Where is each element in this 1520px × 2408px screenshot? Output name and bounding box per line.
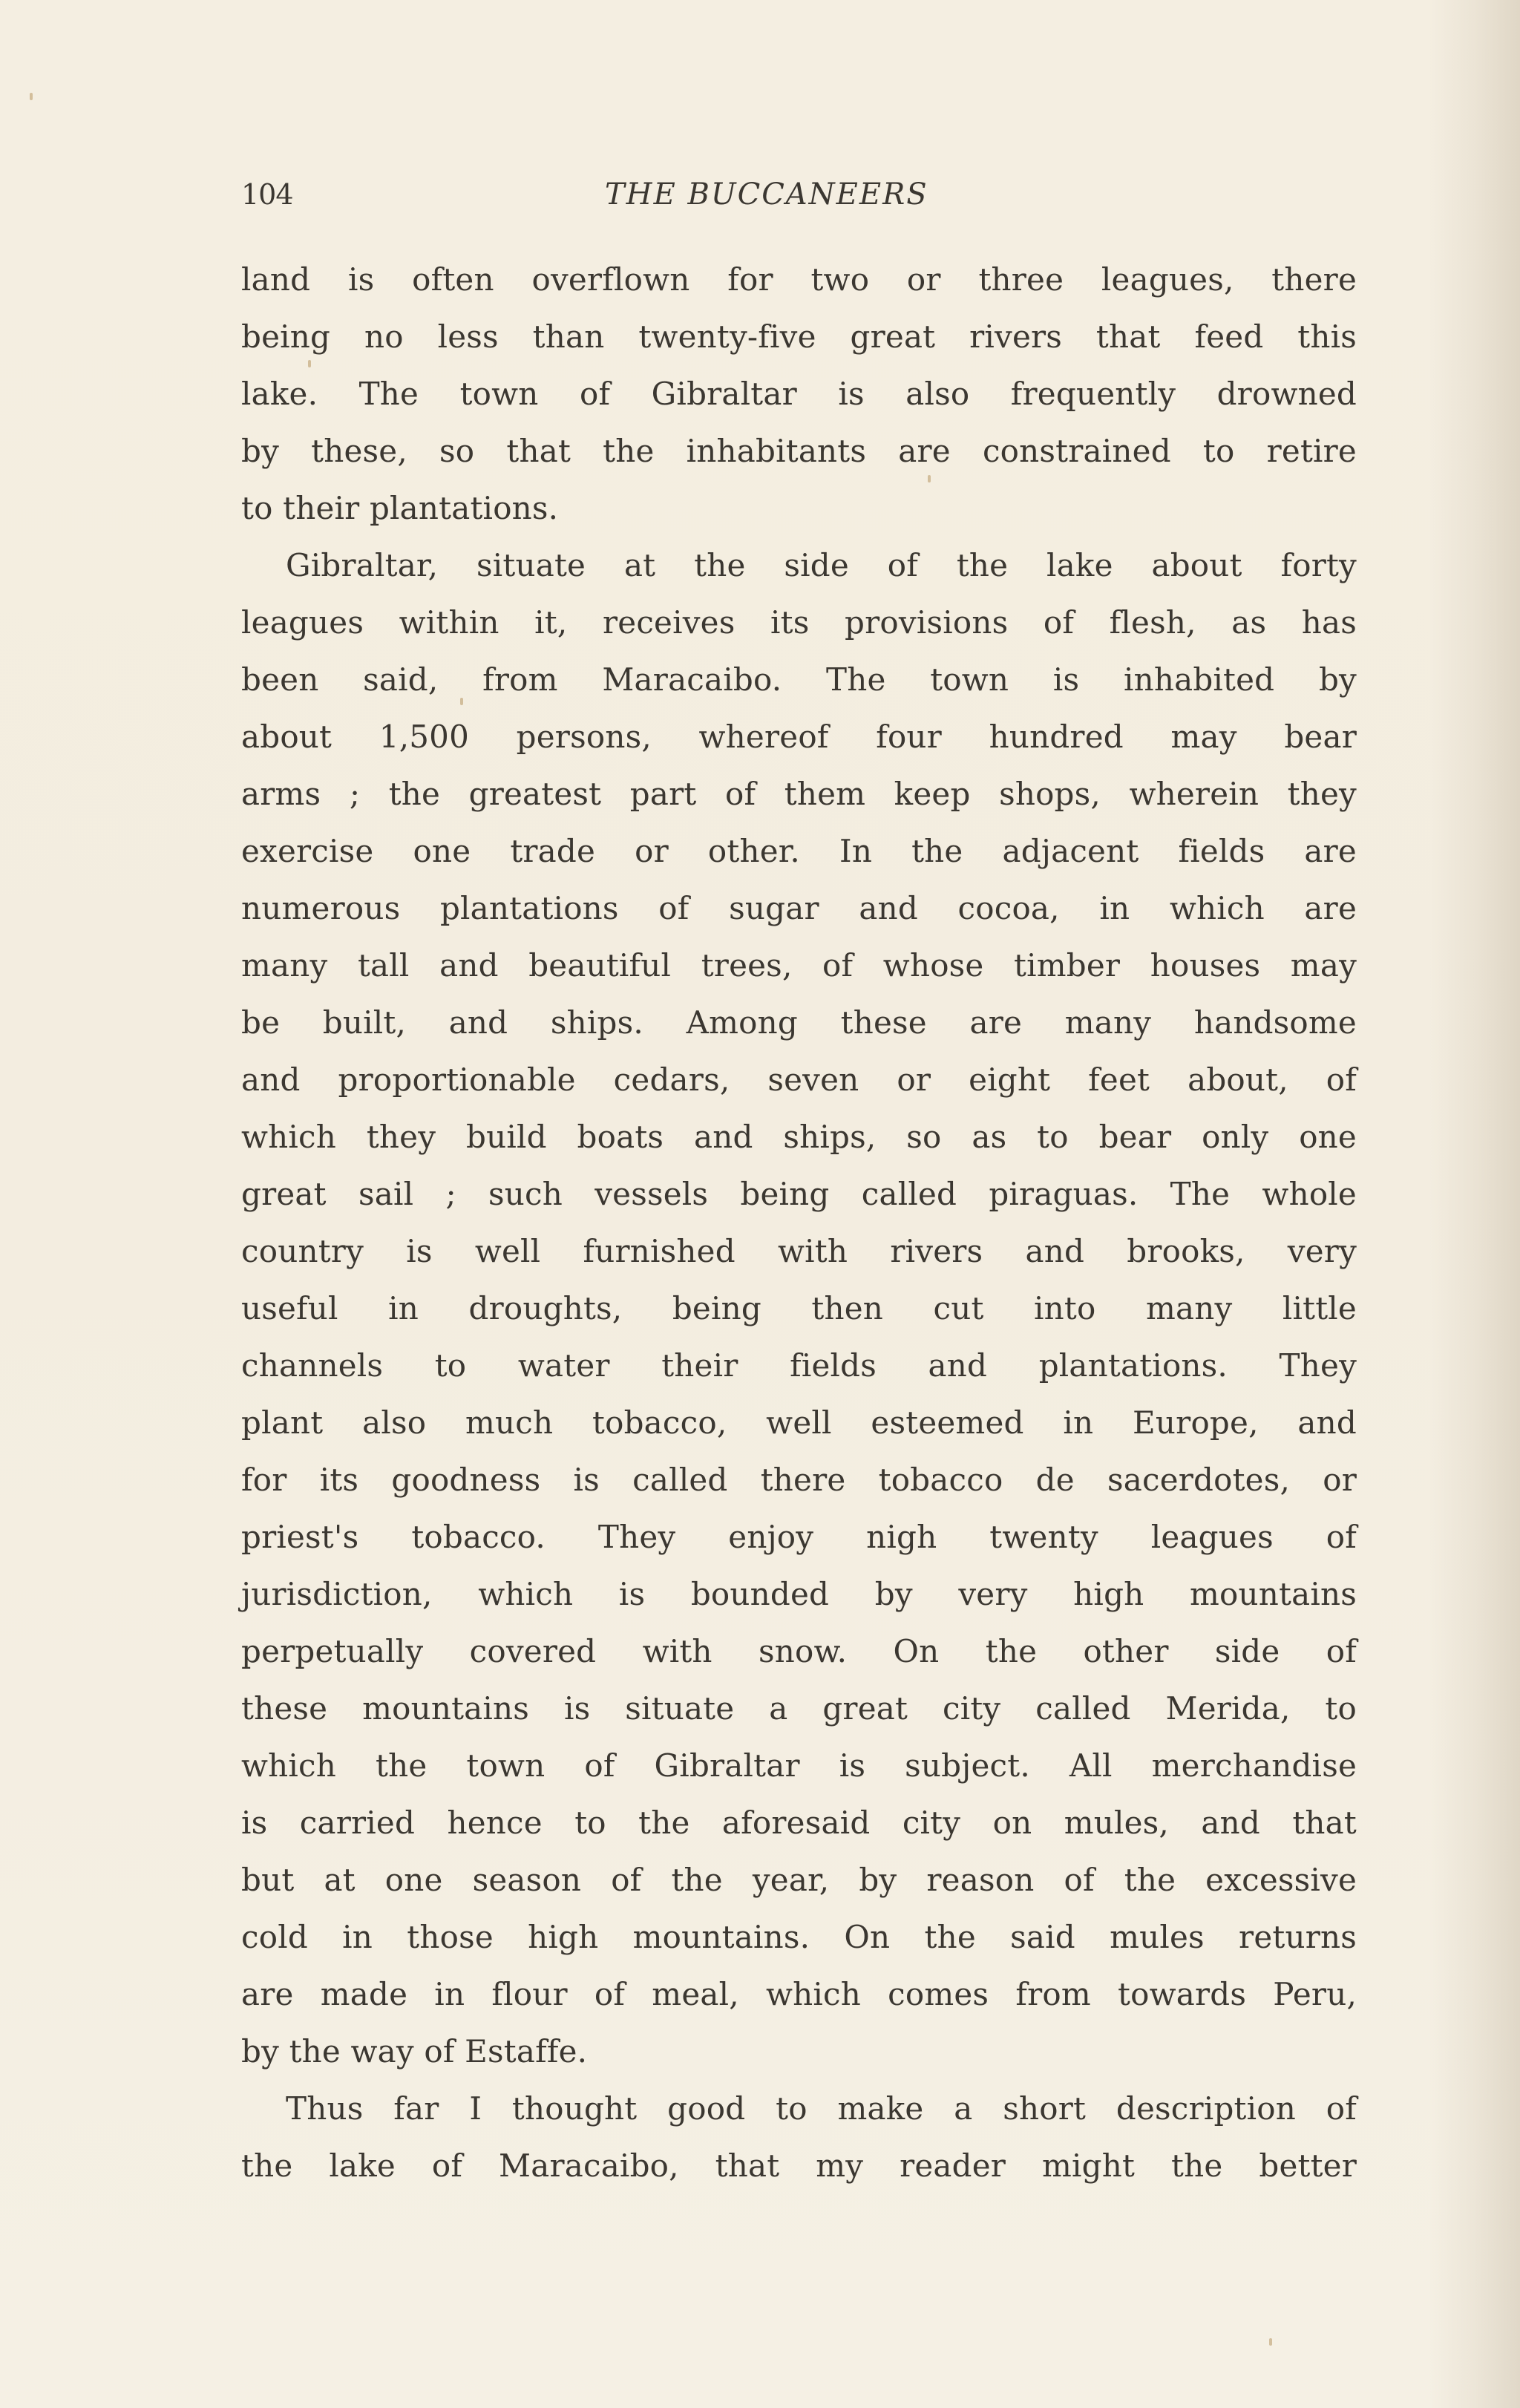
paper-speck (1269, 2338, 1272, 2346)
text-line: great sail ; such vessels being called piraguas. The whole (241, 1176, 1357, 1212)
running-title: THE BUCCANEERS (605, 177, 928, 212)
text-line: useful in droughts, being then cut into many little (241, 1290, 1357, 1326)
text-line: and proportionable cedars, seven or eight feet about, of (241, 1061, 1357, 1098)
text-line: the lake of Maracaibo, that my reader might the better (241, 2147, 1357, 2184)
text-line: numerous plantations of sugar and cocoa, in which are (241, 890, 1357, 926)
body-text (241, 251, 1357, 2194)
text-line: jurisdiction, which is bounded by very high mountains (241, 1576, 1357, 1612)
text-line: channels to water their fields and plantations. They (241, 1347, 1357, 1384)
text-line: been said, from Maracaibo. The town is inhabited by (241, 661, 1357, 698)
text-line: these mountains is situate a great city called Merida, to (241, 1690, 1357, 1727)
text-line: lake. The town of Gibraltar is also frequently drowned (241, 376, 1357, 412)
running-head (241, 172, 986, 217)
text-line: for its goodness is called there tobacco de sacerdotes, or (241, 1462, 1357, 1498)
text-line: being no less than twenty-five great rivers that feed this (241, 318, 1357, 355)
paper-speck (308, 360, 311, 367)
text-line: exercise one trade or other. In the adjacent fields are (241, 833, 1357, 869)
text-line: perpetually covered with snow. On the other side of (241, 1633, 1357, 1669)
text-line: is carried hence to the aforesaid city on mules, and that (241, 1805, 1357, 1841)
text-line: to their plantations. (241, 490, 559, 526)
text-line: Thus far I thought good to make a short description of (286, 2090, 1357, 2127)
text-line: many tall and beautiful trees, of whose timber houses may (241, 947, 1357, 984)
text-line: priest's tobacco. They enjoy nigh twenty leagues of (241, 1519, 1357, 1555)
text-line: which the town of Gibraltar is subject. All merchandise (241, 1747, 1357, 1784)
text-line: country is well furnished with rivers and brooks, very (241, 1233, 1357, 1269)
text-line: by the way of Estaffe. (241, 2033, 588, 2070)
text-line: cold in those high mountains. On the said mules returns (241, 1919, 1357, 1955)
paper-speck (928, 475, 931, 482)
paper-speck (460, 698, 463, 705)
text-line: be built, and ships. Among these are many handsome (241, 1004, 1357, 1041)
page-number: 104 (241, 178, 293, 211)
text-line: are made in flour of meal, which comes from towards Peru, (241, 1976, 1357, 2012)
text-line: plant also much tobacco, well esteemed in Europe, and (241, 1404, 1357, 1441)
text-line: but at one season of the year, by reason of the excessive (241, 1862, 1357, 1898)
text-line: land is often overflown for two or three leagues, there (241, 261, 1357, 298)
text-line: which they build boats and ships, so as to bear only one (241, 1119, 1357, 1155)
text-line: Gibraltar, situate at the side of the lake about forty (286, 547, 1357, 583)
paper-speck (30, 93, 33, 100)
text-line: about 1,500 persons, whereof four hundred may bear (241, 719, 1357, 755)
text-line: leagues within it, receives its provisions of flesh, as has (241, 604, 1357, 641)
text-line: arms ; the greatest part of them keep shops, wherein they (241, 776, 1357, 812)
text-line: by these, so that the inhabitants are constrained to retire (241, 433, 1357, 469)
